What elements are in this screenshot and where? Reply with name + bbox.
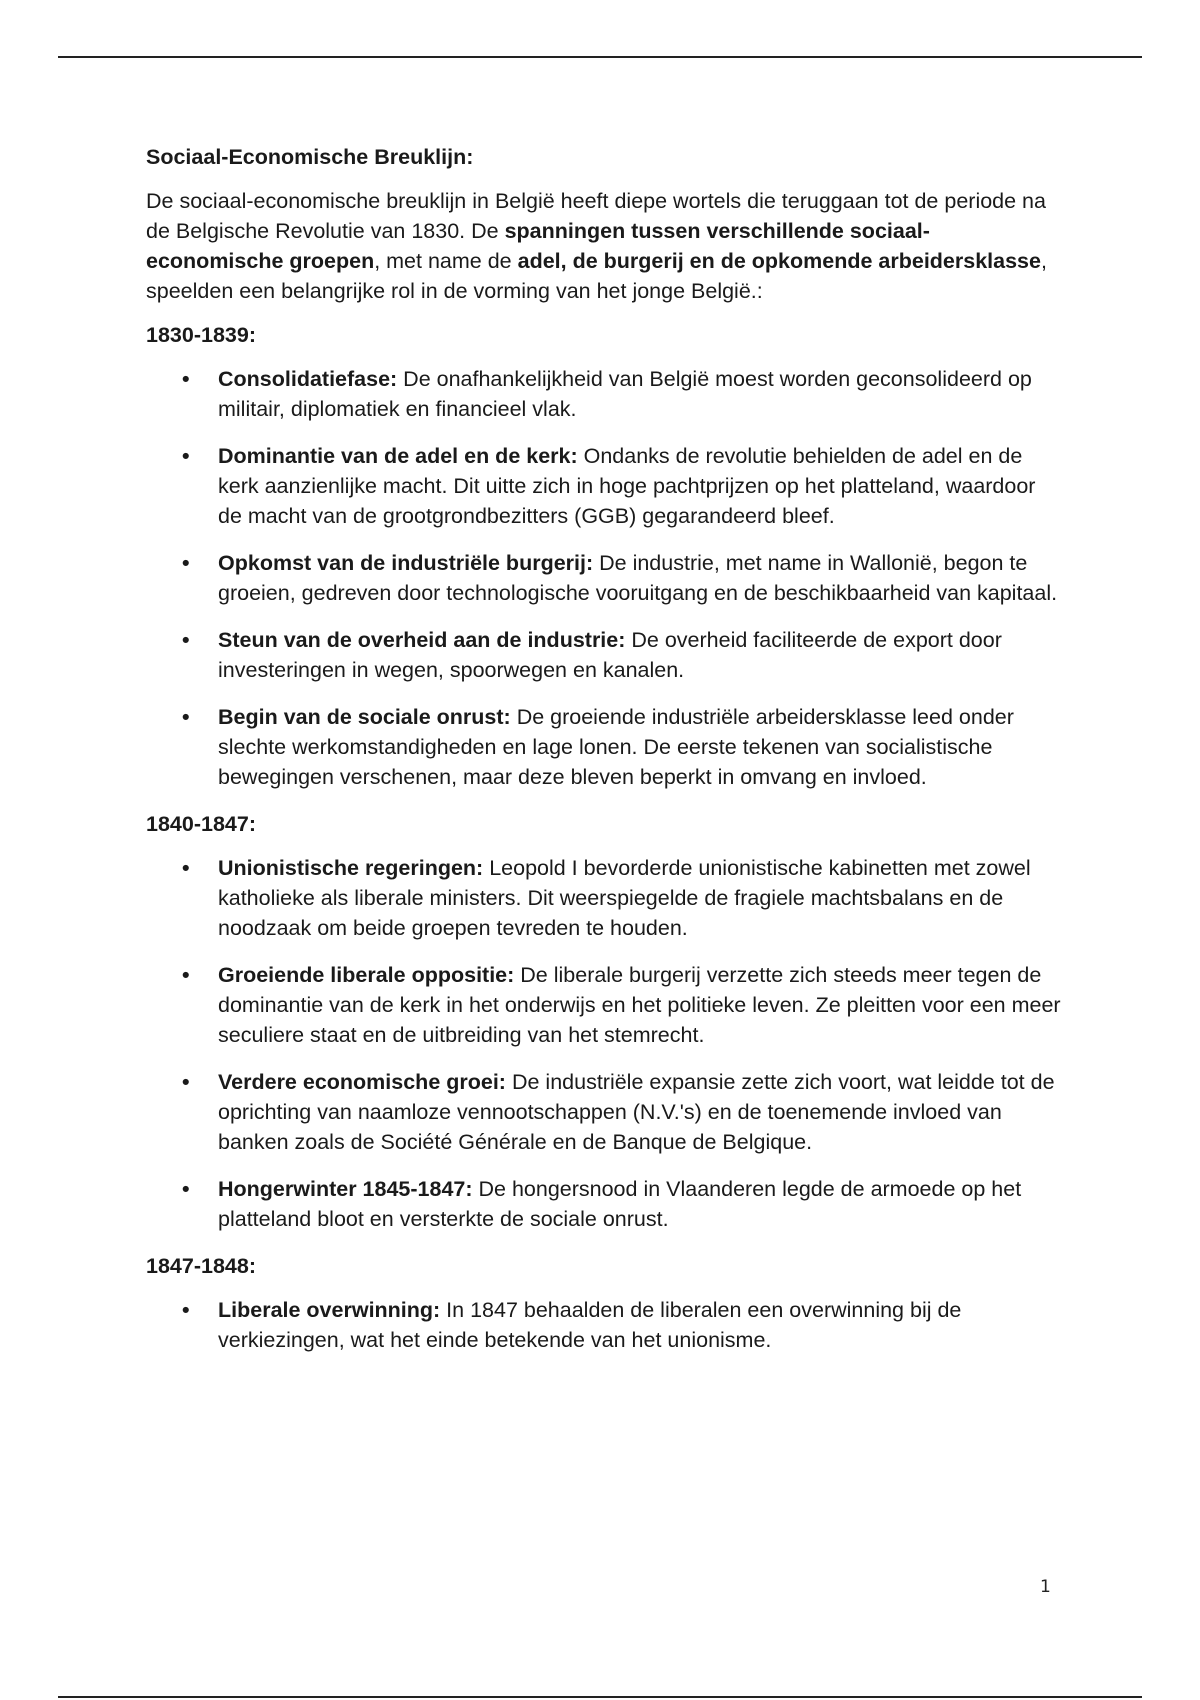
bullet-icon: • bbox=[182, 367, 190, 391]
list-item bbox=[146, 625, 1062, 685]
intro-bold-1: spanningen tussen verschillende sociaal-economische groepen bbox=[146, 219, 930, 273]
intro-paragraph bbox=[146, 186, 1062, 306]
list-item bbox=[146, 960, 1062, 1050]
item-term: Groeiende liberale oppositie: bbox=[218, 963, 515, 987]
item-text: Leopold I bevorderde unionistische kabinetten met zowel katholieke als liberale ministers. Dit weerspiegelde de fragiele machtsbalans en de noodzaak om beide groepen tevreden te houden. bbox=[218, 856, 1031, 940]
bullet-icon: • bbox=[182, 1070, 190, 1094]
intro-text-3: , speelden een belangrijke rol in de vorming van het jonge België.: bbox=[146, 249, 1047, 303]
item-term: Opkomst van de industriële burgerij: bbox=[218, 551, 594, 575]
bullet-icon: • bbox=[182, 1298, 190, 1322]
bullet-icon: • bbox=[182, 705, 190, 729]
item-term: Hongerwinter 1845-1847: bbox=[218, 1177, 473, 1201]
intro-bold-2: adel, de burgerij en de opkomende arbeidersklasse bbox=[517, 249, 1041, 273]
list-item bbox=[146, 1067, 1062, 1157]
item-term: Consolidatiefase: bbox=[218, 367, 398, 391]
bullet-icon: • bbox=[182, 444, 190, 468]
bullet-icon: • bbox=[182, 963, 190, 987]
intro-text-2: , met name de bbox=[374, 249, 518, 273]
item-term: Unionistische regeringen: bbox=[218, 856, 484, 880]
bullet-list-1830-1839 bbox=[146, 364, 1062, 792]
item-term: Verdere economische groei: bbox=[218, 1070, 506, 1094]
bullet-list-1840-1847 bbox=[146, 853, 1062, 1234]
document-heading: Sociaal-Economische Breuklijn: bbox=[146, 145, 474, 169]
item-term: Dominantie van de adel en de kerk: bbox=[218, 444, 578, 468]
list-item bbox=[146, 1295, 1062, 1355]
list-item bbox=[146, 364, 1062, 424]
bullet-icon: • bbox=[182, 551, 190, 575]
item-term: Steun van de overheid aan de industrie: bbox=[218, 628, 626, 652]
item-term: Liberale overwinning: bbox=[218, 1298, 441, 1322]
item-text: De overheid faciliteerde de export door investeringen in wegen, spoorwegen en kanalen. bbox=[218, 628, 1002, 682]
list-item bbox=[146, 702, 1062, 792]
bullet-icon: • bbox=[182, 856, 190, 880]
document-body bbox=[146, 142, 1062, 1372]
list-item bbox=[146, 548, 1062, 608]
list-item bbox=[146, 441, 1062, 531]
page-number: 1 bbox=[1040, 1577, 1051, 1597]
footer-rule bbox=[58, 1696, 1142, 1698]
list-item bbox=[146, 853, 1062, 943]
item-term: Begin van de sociale onrust: bbox=[218, 705, 511, 729]
period-heading-1840-1847: 1840-1847: bbox=[146, 812, 256, 836]
item-text: De hongersnood in Vlaanderen legde de armoede op het platteland bloot en versterkte de sociale onrust. bbox=[218, 1177, 1022, 1231]
item-text: De liberale burgerij verzette zich steeds meer tegen de dominantie van de kerk in het onderwijs en het politieke leven. Ze pleitten voor een meer seculiere staat en de uitbreiding van het stemrecht. bbox=[218, 963, 1061, 1047]
item-text: Ondanks de revolutie behielden de adel en de kerk aanzienlijke macht. Dit uitte zich in hoge pachtprijzen op het platteland, waardoor de macht van de grootgrondbezitters (GGB) gegarandeerd bleef. bbox=[218, 444, 1036, 528]
list-item bbox=[146, 1174, 1062, 1234]
item-text: In 1847 behaalden de liberalen een overwinning bij de verkiezingen, wat het einde betekende van het unionisme. bbox=[218, 1298, 962, 1352]
period-heading-1830-1839: 1830-1839: bbox=[146, 323, 256, 347]
period-heading-1847-1848: 1847-1848: bbox=[146, 1254, 256, 1278]
item-text: De groeiende industriële arbeidersklasse leed onder slechte werkomstandigheden en lage lonen. De eerste tekenen van socialistische bewegingen verschenen, maar deze bleven beperkt in omvang en invloed. bbox=[218, 705, 1014, 789]
bullet-icon: • bbox=[182, 1177, 190, 1201]
bullet-icon: • bbox=[182, 628, 190, 652]
item-text: De industriële expansie zette zich voort, wat leidde tot de oprichting van naamloze vennootschappen (N.V.'s) en de toenemende invloed van banken zoals de Société Générale en de Banque de Belgique. bbox=[218, 1070, 1055, 1154]
bullet-list-1847-1848 bbox=[146, 1295, 1062, 1355]
item-text: De onafhankelijkheid van België moest worden geconsolideerd op militair, diplomatiek en financieel vlak. bbox=[218, 367, 1032, 421]
item-text: De industrie, met name in Wallonië, begon te groeien, gedreven door technologische vooruitgang en de beschikbaarheid van kapitaal. bbox=[218, 551, 1058, 605]
intro-text-1: De sociaal-economische breuklijn in België heeft diepe wortels die teruggaan tot de periode na de Belgische Revolutie van 1830. De bbox=[146, 189, 1046, 243]
header-rule bbox=[58, 56, 1142, 58]
